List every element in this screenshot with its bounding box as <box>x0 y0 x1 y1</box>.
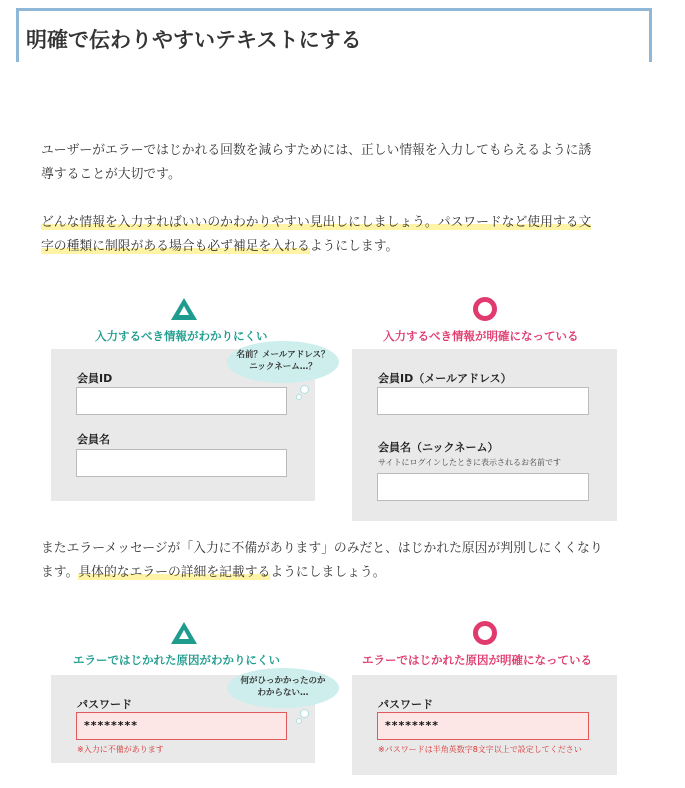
circle-icon <box>473 621 497 645</box>
member-id-input[interactable] <box>377 387 589 415</box>
paragraph-3-lead: ます。 <box>41 565 79 580</box>
paragraph-3 <box>41 537 641 585</box>
member-id-label: 会員ID（メールアドレス） <box>378 372 512 385</box>
highlight-text: 使用する文 <box>527 215 592 230</box>
bubble-dot <box>300 709 309 718</box>
member-name-label: 会員名（ニックネーム） <box>378 441 499 454</box>
bubble-line-1: 名前？メールアドレス？ <box>236 350 330 360</box>
triangle-icon <box>171 622 197 644</box>
member-name-input[interactable] <box>377 473 589 501</box>
bubble-dot <box>296 394 302 400</box>
error-message: ※入力に不備があります <box>77 745 164 754</box>
good-caption: エラーではじかれた原因が明確になっている <box>362 653 592 667</box>
paragraph-2-tail: ようにします。 <box>309 239 399 254</box>
password-input[interactable]: ******** <box>76 712 287 740</box>
password-label: パスワード <box>378 698 433 711</box>
bubble-line-2: わからない… <box>257 688 309 698</box>
bubble-dot <box>300 385 309 394</box>
bad-caption: エラーではじかれた原因がわかりにくい <box>73 653 280 667</box>
member-name-hint: サイトにログインしたときに表示されるお名前です <box>378 458 562 467</box>
good-error-panel <box>352 675 617 775</box>
paragraph-1-line-2: 導することが大切です。 <box>41 167 181 182</box>
password-label: パスワード <box>77 698 132 711</box>
circle-icon <box>473 297 497 321</box>
password-input[interactable]: ******** <box>377 712 589 740</box>
member-name-input[interactable] <box>76 449 287 477</box>
good-caption: 入力するべき情報が明確になっている <box>383 329 579 343</box>
bubble-dot <box>296 718 302 724</box>
paragraph-3-tail: ようにしましょう。 <box>270 565 386 580</box>
paragraph-1 <box>41 139 641 187</box>
paragraph-1-line-1: ユーザーがエラーではじかれる回数を減らすためには、正しい情報を入力してもらえるように誘 <box>41 143 592 158</box>
bad-caption: 入力するべき情報がわかりにくい <box>95 329 268 343</box>
member-id-input[interactable] <box>76 387 287 415</box>
triangle-icon <box>171 298 197 320</box>
highlight-text: 字の種類に制限がある場合も必ず補足を入れる <box>41 239 310 254</box>
paragraph-3-line-1: またエラーメッセージが「入力に不備があります」のみだと、はじかれた原因が判別しにくくなり <box>41 541 603 556</box>
paragraph-2 <box>41 211 641 259</box>
section-heading: 明確で伝わりやすいテキストにする <box>26 28 362 52</box>
good-form-panel <box>352 349 617 521</box>
bubble-line-2: ニックネーム…？ <box>249 362 317 372</box>
highlight-text: どんな情報を入力すればいいのかわかりやすい見出しにしましょう。パスワードなど <box>41 215 528 230</box>
member-name-label: 会員名 <box>77 433 110 446</box>
thought-bubble <box>227 668 339 708</box>
bubble-line-1: 何がひっかかったのか <box>240 676 326 686</box>
member-id-label: 会員ID <box>77 372 113 385</box>
error-message: ※パスワードは半角英数字8文字以上で設定してください <box>378 745 582 754</box>
thought-bubble <box>227 341 339 383</box>
highlight-text: 具体的なエラーの詳細を記載する <box>78 565 271 580</box>
